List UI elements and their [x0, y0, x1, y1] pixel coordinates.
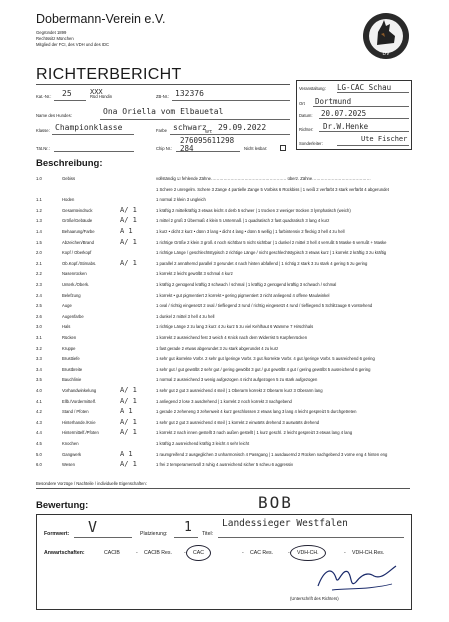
- qualification-item[interactable]: CACIB Res.: [144, 550, 172, 556]
- sex-struck-mark: XXX: [90, 88, 103, 96]
- club-title: Dobermann-Verein e.V.: [36, 12, 166, 26]
- assessment-row: [36, 195, 446, 205]
- row-options: 1 korrekt 2 ausreichend fest 3 weich 4 Knick nach dem Widerrist 5 Karpfenrücken: [156, 335, 308, 340]
- row-label: Bauchlinie: [62, 377, 82, 383]
- row-mark: A/ 1: [120, 237, 137, 246]
- row-mark: A 1: [120, 407, 133, 416]
- row-number: 1.1: [36, 197, 42, 203]
- row-label: Auge: [62, 303, 72, 309]
- judge-name: Dr.W.Henke: [323, 122, 369, 131]
- row-options: vollständig ☑ fehlende Zähne……………………………………………… überz. Zähne……………………………………: [156, 176, 371, 181]
- row-options: 1 frei 2 temperamentvoll 3 ruhig 4 ausreichend sicher 5 scheu 6 aggressiv: [156, 462, 294, 468]
- founded-text: Gegründet 1899: [36, 30, 67, 35]
- row-options: 1 korrekt • gut pigmentiert 2 korrekt • gering pigmentiert 3 nicht anliegend 4 offene Maulwinkel: [156, 292, 330, 298]
- row-mark: A/ 1: [120, 417, 137, 426]
- row-number: 3.0: [36, 324, 42, 330]
- row-number: 2.5: [36, 303, 42, 309]
- placement-value: 1: [184, 520, 192, 535]
- row-number: 1.5: [36, 239, 42, 245]
- row-label: Vorhandwinkelung: [62, 388, 97, 393]
- formwert-value: V: [88, 518, 98, 536]
- row-number: 3.1: [36, 335, 42, 340]
- row-options: 1 kräftig 2 ausreichend kräftig 3 leicht 4 sehr leicht: [156, 441, 250, 446]
- row-options: 1 anliegend 2 lose 3 ausdrehend | 1 korrekt 2 noch korrekt 3 nachgebend: [156, 398, 292, 404]
- row-options: 1 richtige Länge / geschlechtstypisch 2 richtige Länge / nicht geschlechtstypisch 3 etwas kurz | 1 korrekt 2 kräftig 3 zu kräftig: [156, 250, 387, 256]
- row-label: Rücken: [62, 335, 77, 340]
- assessment-row: [36, 259, 446, 269]
- row-number: 4.3: [36, 419, 42, 425]
- row-number: 4.5: [36, 441, 42, 446]
- row-options: 1 richtige Länge 2 zu lang 3 kurz 4 zu kurz 5 zu viel Kehlhaut 6 Wamme 7 Hirschhals: [156, 324, 314, 330]
- row-number: 2.3: [36, 282, 42, 287]
- row-label: Behaarung/Farbe: [62, 229, 95, 234]
- row-options: 1 sehr gut 2 gut 3 ausreichend 4 steil | 1 Oberarm korrekt 2 Oberarm kurz 3 Oberarm lang: [156, 388, 323, 393]
- row-number: 4.1: [36, 398, 42, 404]
- row-number: 3.2: [36, 345, 42, 351]
- row-options: 1 normal 2 klein 3 ungleich: [156, 197, 206, 203]
- assessment-row: [36, 216, 446, 226]
- event-date: 20.07.2025: [321, 109, 367, 118]
- assessment-row: [36, 248, 446, 258]
- row-options: 1 kurz • dicht 2 kurz • dünn 3 lang • dicht 4 lang • dünn 5 wellig | 1 farbintensiv 2 fleckig 3 hell 4 zu hell: [156, 229, 345, 234]
- row-number: 4.0: [36, 388, 42, 393]
- row-mark: A/ 1: [120, 428, 137, 437]
- row-options: 1 gerade 2 zeheneng 3 zehenweit 4 kurz geschlossen 2 etwas lang 3 lang 4 leicht gespreizt 5 durchgetreten: [156, 409, 357, 415]
- row-options: 1 kräftig 2 mittelkräftig 3 etwas leicht 4 derb 5 schwer | 1 trocken 2 weniger trocken 3 lymphatisch (weich): [156, 207, 351, 213]
- qualification-item[interactable]: CAC Res.: [250, 550, 274, 556]
- row-number: 3.4: [36, 366, 42, 372]
- report-title: RICHTERBERICHT: [36, 66, 182, 83]
- row-number: 2.6: [36, 313, 42, 319]
- sex-field: Rüd Hündin: [90, 94, 113, 99]
- row-label: Unterk./Oberk.: [62, 282, 90, 287]
- qualification-item[interactable]: CAC: [186, 545, 211, 561]
- row-label: Gangwerk: [62, 451, 82, 457]
- row-options: 1 parallel 2 annähernd parallel 3 gerundet 4 nach hinten abfallend | 1 richtig 2 stark 3 zu stark 4 gering 5 zu gering: [156, 260, 368, 266]
- row-label: Kopf / Oberkopf: [62, 250, 92, 256]
- row-mark: A/ 1: [120, 205, 137, 214]
- assessment-row: [36, 418, 446, 428]
- separator: -: [242, 550, 244, 556]
- row-options: 1 korrekt 2 nach innen gestellt 3 nach außen gestellt | 1 kurz geschl. 2 leicht gespreizt 3 etwas lang 4 lang: [156, 430, 353, 436]
- row-number: 6.0: [36, 462, 42, 468]
- row-label: Abzeichen/Brand: [62, 239, 94, 245]
- row-mark: A/ 1: [120, 258, 137, 267]
- birth-date: 29.09.2022: [218, 123, 267, 132]
- assessment-row: [36, 280, 446, 290]
- assessment-row: [36, 365, 446, 375]
- assessment-row: [36, 344, 446, 354]
- row-label: Kruppe: [62, 345, 76, 351]
- row-mark: A 1: [120, 227, 133, 235]
- row-label: Stand / Pfoten: [62, 409, 89, 415]
- membership-text: Mitglied der FCI, des VDH und des IDC: [36, 42, 110, 47]
- rating-title: Bewertung:: [36, 500, 89, 511]
- row-options: 1 korrekt 2 leicht gewölbt 3 schmal 4 kurz: [156, 271, 233, 277]
- row-number: 3.3: [36, 356, 42, 362]
- row-label: Hintermittelf./Pfoten: [62, 430, 99, 436]
- signature-label: (Unterschrift des Richters): [290, 596, 339, 601]
- row-options: 1 richtige Größe 2 klein 3 groß 4 noch sichtbar 5 nicht sichtbar | 1 dunkel 2 mittel 3 hell 4 verrußt 5 Maske 6 verrußt + Maske: [156, 239, 387, 245]
- row-number: 1.3: [36, 218, 42, 224]
- separator: -: [288, 550, 290, 556]
- row-number: 1.0: [36, 176, 42, 181]
- row-options: 1 normal 2 ausreichend 3 wenig aufgezogen 4 nicht aufgezogen 5 zu stark aufgezogen: [156, 377, 318, 383]
- row-number: 2.0: [36, 250, 42, 256]
- row-options: 1 dunkel 2 mittel 3 hell 4 zu hell: [156, 313, 215, 319]
- row-label: Ellb./Vordermittelf.: [62, 398, 96, 404]
- row-options: 1 raumgreifend 2 ausgeglichen 3 unharmonisch 4 Passgang | 1 ausdauernd 2 Rücken nachgebend 3 vorne eng 4 hinten eng: [156, 451, 388, 457]
- assessment-row: [36, 238, 446, 248]
- svg-text:DV: DV: [382, 51, 390, 57]
- row-number: 3.5: [36, 377, 42, 383]
- row-number: 2.2: [36, 271, 42, 277]
- row-options: 1 kräftig 2 genügend kräftig 3 schwach / schmal | 1 kräftig 2 genügend kräftig 3 schwach / schmal: [156, 282, 337, 287]
- row-mark: A/ 1: [120, 386, 137, 394]
- row-number: 1.2: [36, 207, 42, 213]
- row-label: Größe/Gebäude: [62, 218, 93, 224]
- row-options: 1 oval / richtig eingesetzt 2 oval / tiefliegend 3 rund / richtig eingesetzt 4 rund / tiefliegend 5 Schlitzauge 6 vorstehend: [156, 303, 373, 309]
- assessment-row: [36, 269, 446, 279]
- assessment-row: [36, 397, 446, 407]
- row-label: Belefzung: [62, 292, 81, 298]
- assessment-row: [36, 450, 446, 460]
- row-label: Brustbreite: [62, 366, 83, 372]
- qualification-item[interactable]: CACIB: [104, 550, 120, 556]
- bob-note: BOB: [258, 493, 293, 512]
- judge-signature: [312, 560, 402, 596]
- assessment-row: [36, 301, 446, 311]
- assessment-row: [36, 407, 446, 417]
- assessment-row: [36, 291, 446, 301]
- row-number: 4.4: [36, 430, 42, 436]
- row-label: Gebiss: [62, 176, 76, 181]
- assessment-row: [36, 460, 446, 470]
- qualification-item[interactable]: VDH-CH.: [290, 545, 326, 561]
- row-options: 1 Schere 2 unregelm. Schere 3 Zange 4 partielle Zange 5 Vorbiss 6 Rückbiss | 1 weiß 2 verfärbt 3 stark verfärbt 4 abgerundet: [156, 186, 389, 192]
- zb-number: 132376: [175, 89, 204, 98]
- chip-number: 276095611298 284: [180, 136, 235, 153]
- row-label: Gesamteindruck: [62, 207, 93, 213]
- row-number: 2.1: [36, 260, 42, 266]
- row-number: 1.4: [36, 229, 42, 234]
- row-label: Wesen: [62, 462, 75, 468]
- assessment-row: [36, 312, 446, 322]
- row-label: Hals: [62, 324, 71, 330]
- dog-class: Championklasse: [55, 123, 123, 132]
- row-number: 4.2: [36, 409, 42, 415]
- event-box: Veranstaltung: LG-CAC Schau Ort Dortmund Datum: 20.07.2025 Richter: Dr.W.Henke Sonderleiter: Ute Fischer: [296, 80, 412, 150]
- row-number: 5.0: [36, 451, 42, 457]
- event-place: Dortmund: [315, 97, 352, 106]
- assessment-row: [36, 428, 446, 438]
- assessment-row: [36, 227, 446, 237]
- catalog-number: 25: [62, 89, 72, 98]
- description-title: Beschreibung:: [36, 158, 103, 169]
- row-label: Augenfarbe: [62, 313, 84, 319]
- row-mark: A 1: [120, 449, 133, 458]
- row-label: Nasenrücken: [62, 271, 87, 277]
- title-value: Landessieger Westfalen: [222, 518, 348, 529]
- row-mark: A/ 1: [120, 460, 137, 469]
- separator: -: [344, 550, 346, 556]
- row-label: Hinterhande./Knie: [62, 419, 96, 425]
- dog-color: schwarz: [173, 123, 207, 132]
- assessment-row: [36, 174, 446, 184]
- row-label: Hoden: [62, 197, 75, 203]
- separator: -: [184, 550, 186, 556]
- assessment-row: [36, 206, 446, 216]
- chip-unreadable-checkbox[interactable]: [280, 145, 286, 151]
- row-options: 1 sehr gut 2 gut 3 ausreichend 4 steil | 1 korrekt 2 einwärts drehend 3 auswärts drehend: [156, 419, 320, 425]
- assessment-row: [36, 322, 446, 332]
- separator: -: [136, 550, 138, 556]
- row-label: Ob.Kopf./Stirnabs.: [62, 260, 97, 266]
- assessment-row: [36, 333, 446, 343]
- qualification-item[interactable]: VDH-CH.Res.: [352, 550, 385, 556]
- club-logo: [362, 12, 410, 60]
- row-label: Knochen: [62, 441, 79, 446]
- row-number: 2.4: [36, 292, 42, 298]
- row-options: 1 mittel 2 groß 3 Übermaß 4 klein 5 Untermaß | 1 quadratisch 2 fast quadratisch 3 lang 4 kurz: [156, 218, 330, 224]
- special-leader: Ute Fischer: [361, 135, 408, 143]
- row-options: 1 sehr gut ikorrekte Vorbr. 2 sehr gut /geringe Vorbr. 3 gut /korrekte Vorbr. 4 gut /geringe Vorbr. 5 ausreichend 6 gering: [156, 356, 375, 362]
- seat-text: Rechtssitz München: [36, 36, 74, 41]
- row-options: 1 fast gerade 2 etwas abgerundet 3 zu stark abgerundet 4 zu kurz: [156, 345, 279, 351]
- assessment-row: [36, 439, 446, 449]
- row-mark: A/ 1: [120, 216, 137, 225]
- special-features-label: Besondere Vorzüge / Nachteile / individuelle Eigenschaften:: [36, 481, 147, 486]
- row-mark: A/ 1: [120, 396, 137, 405]
- assessment-row: [36, 386, 446, 396]
- row-options: 1 sehr gut / gut gewölbt 2 sehr gut / gering gewölbt 3 gut / gut gewölbt 4 gut / gering gewölbt 5 ausreichend 6 gering: [156, 366, 371, 372]
- assessment-row: [36, 185, 446, 195]
- assessment-row: [36, 354, 446, 364]
- assessment-row: [36, 375, 446, 385]
- dog-name: Ona Oriella vom Elbauetal: [103, 107, 224, 116]
- event-type: LG-CAC Schau: [337, 83, 392, 92]
- row-label: Brusttiefe: [62, 356, 80, 362]
